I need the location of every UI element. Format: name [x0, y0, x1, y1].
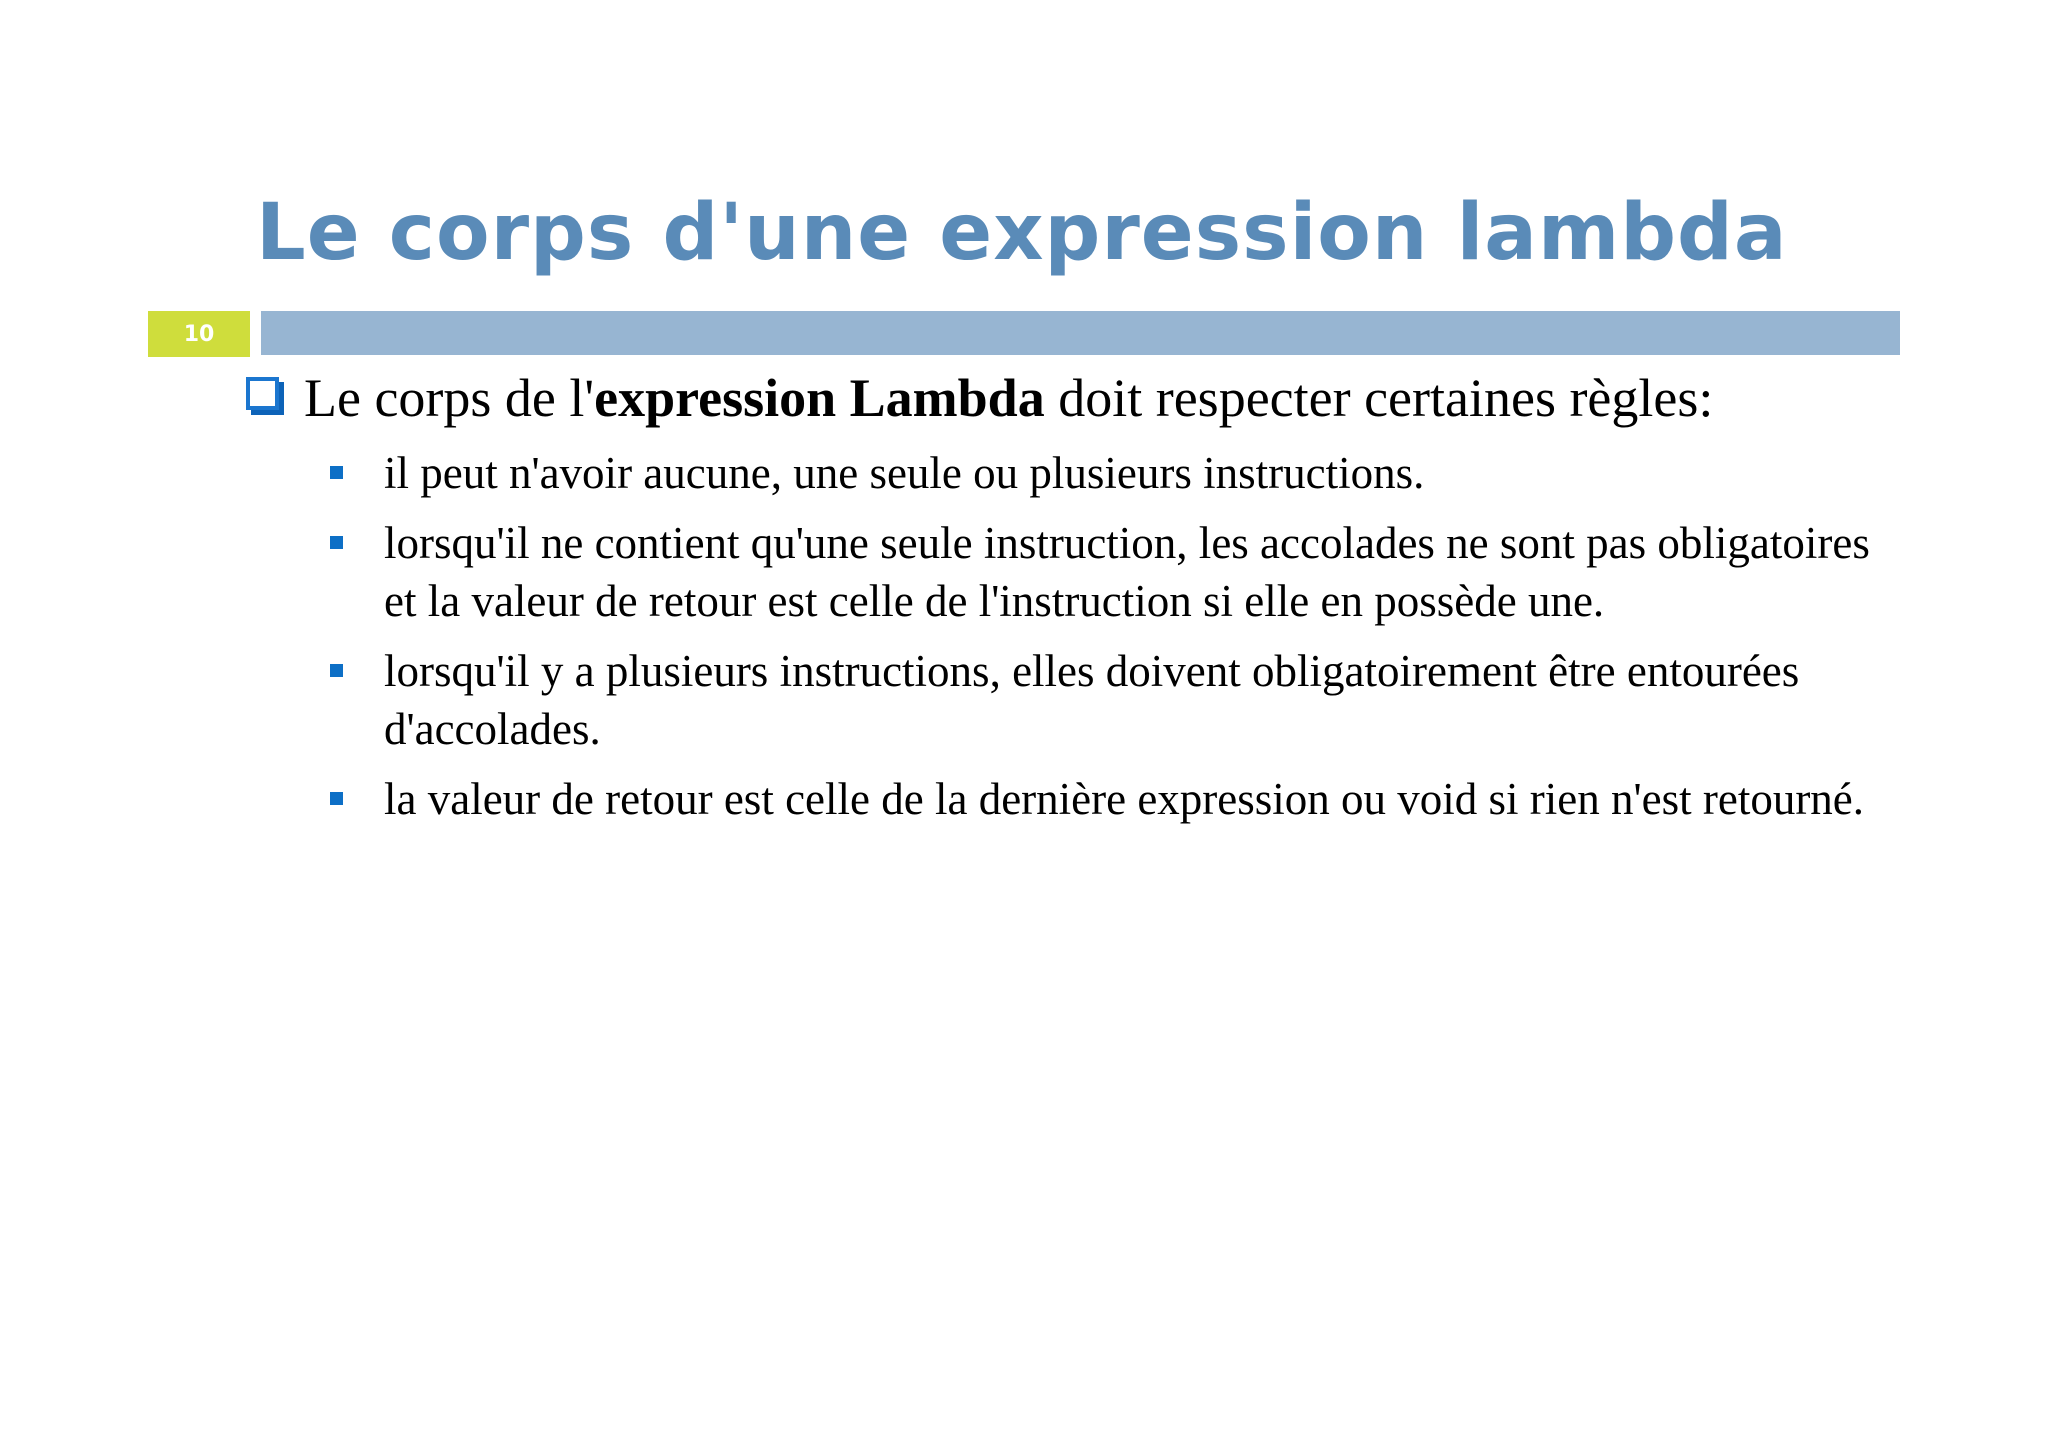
- slide-content: [246, 360, 1886, 840]
- rule-text: lorsqu'il ne contient qu'une seule instruction, les accolades ne sont pas obligatoires et la valeur de retour est celle de l'instruction si elle en possède une.: [384, 518, 1870, 626]
- main-bullet-text: [304, 360, 1713, 436]
- main-bullet-bold-term: expression Lambda: [594, 368, 1045, 428]
- slide-title: Le corps d'une expression lambda: [256, 188, 1788, 278]
- rules-list: [330, 444, 1886, 828]
- main-bullet-prefix: Le corps de l': [304, 368, 595, 428]
- square-bullet-icon: [330, 536, 343, 549]
- rule-item: [330, 514, 1886, 630]
- checkbox-frame: [246, 377, 279, 410]
- main-bullet-suffix: doit respecter certaines règles:: [1044, 368, 1714, 428]
- page-number: 10: [183, 321, 215, 347]
- checkbox-icon: [246, 377, 284, 415]
- square-bullet-icon: [330, 466, 343, 479]
- main-bullet-point: [246, 360, 1886, 436]
- rule-text: il peut n'avoir aucune, une seule ou plusieurs instructions.: [384, 448, 1425, 498]
- square-bullet-icon: [330, 792, 343, 805]
- rule-text: la valeur de retour est celle de la dernière expression ou void si rien n'est retourné.: [384, 774, 1865, 824]
- rule-text: lorsqu'il y a plusieurs instructions, elles doivent obligatoirement être entourées d'accolades.: [384, 646, 1800, 754]
- rule-item: [330, 642, 1886, 758]
- square-bullet-icon: [330, 664, 343, 677]
- page-number-badge: [148, 311, 250, 357]
- rule-item: [330, 444, 1886, 502]
- rule-item: [330, 770, 1886, 828]
- title-divider-bar: [261, 311, 1900, 355]
